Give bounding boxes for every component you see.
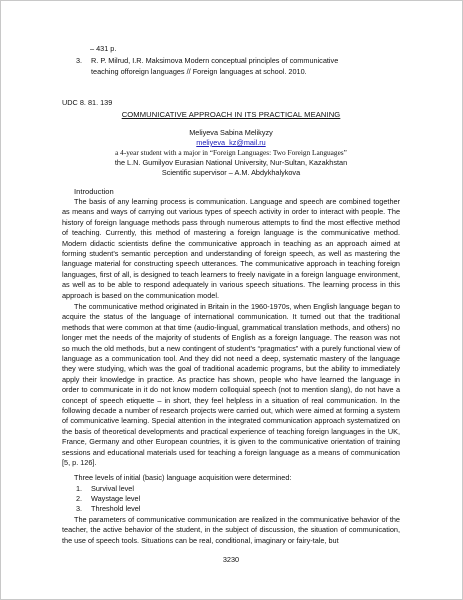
- email-link[interactable]: meliyeva_kz@mail.ru: [196, 138, 266, 147]
- list-item-label: Waystage level: [91, 494, 141, 503]
- reference-line: R. P. Milrud, I.R. Maksimova Modern conceptual principles of communicative: [91, 56, 339, 65]
- list-item-number: 1.: [76, 484, 83, 493]
- author-affiliation-line: a 4-year student with a major in “Foreign Languages: Two Foreign Languages”: [115, 148, 347, 157]
- reference-number: 3.: [76, 56, 83, 65]
- author-affiliation-line: the L.N. Gumilyov Eurasian National University, Nur-Sultan, Kazakhstan: [114, 158, 348, 167]
- list-item: [76, 484, 276, 494]
- list-item: [76, 494, 276, 504]
- reference-line: teaching offoreign languages // Foreign languages at school. 2010.: [91, 67, 307, 76]
- section-heading: Introduction: [74, 187, 114, 196]
- reference-fragment: – 431 p.: [90, 44, 117, 53]
- author-email[interactable]: [62, 138, 400, 147]
- list-item-number: 3.: [76, 504, 83, 513]
- page-number: 3230: [222, 555, 240, 564]
- body-paragraph: The basis of any learning process is communication. Language and speech are combined together as means and ways of carrying out various types of speech activity in order to interact with people. The history of foreign language methods pass through numerous attempts to find the most effective method of teaching. Currently, this method of mastering a foreign language is the communicative method. Modern didactic scientists define the communicative approach in teaching as an approach aimed at forming student’s semantic perception and understanding of foreign speech, as well as mastering the language material for constructing speech utterances. The communicative approach in teaching foreign languages, first of all, is designed to teach learners to freely navigate in a foreign language environment, as well as to be able to respond adequately in various speech situations. The learning process in this approach is based on the communication model.: [62, 197, 400, 300]
- list-item-number: 2.: [76, 494, 83, 503]
- author-name: Meliyeva Sabina Melikyzy: [189, 128, 273, 137]
- article-title: COMMUNICATIVE APPROACH IN ITS PRACTICAL MEANING: [121, 110, 341, 119]
- udc-code: UDC 8. 81. 139: [62, 98, 113, 107]
- supervisor-line: Scientific supervisor – A.M. Abdykhalykova: [161, 168, 301, 177]
- list-item-label: Survival level: [91, 484, 134, 493]
- body-paragraph: Three levels of initial (basic) language acquisition were determined:: [74, 473, 292, 482]
- list-item-label: Threshold level: [91, 504, 141, 513]
- list-item: [76, 504, 276, 514]
- body-paragraph: The communicative method originated in Britain in the 1960-1970s, when English language began to acquire the status of the language of international communication. It turned out that the traditional methods that were common at that time (audio-lingual, grammatical translation methods, and others) no longer met the needs of the majority of students of English as a foreign language. The reason was not so much the old methods, but a new contingent of student’s “pragmatics” with a purely functional view of language as a communication tool. And they did not need a deep, systematic mastery of the language they were studying, which was the goal of traditional academic programs, but the ability to immediately apply their knowledge in practice. As practice has shown, people who have learned the language in order to communicate in it do not know modern colloquial speech (not to mention slang), do not have a concept of speech etiquette – in short, they feel helpless in a situation of real communication. In the following decade a number of research projects were carried out, which were aimed at forming a system of communicative learning. Special attention in the integrated communication approach systematized on the basis of theoretical developments and practical experience of teaching foreign languages in the UK, France, Germany and other European countries, it is given to the communicative orientation of training sessions and educational materials used for teaching a foreign language as a means of communication [5, p. 126].: [62, 302, 400, 468]
- body-paragraph: The parameters of communicative communication are realized in the communicative behavior of the teacher, the active behavior of the student, in the subject of discussion, the situation of communication, the use of speech tools. Situations can be real, conditional, imaginary or fairy-tale, but: [62, 515, 400, 545]
